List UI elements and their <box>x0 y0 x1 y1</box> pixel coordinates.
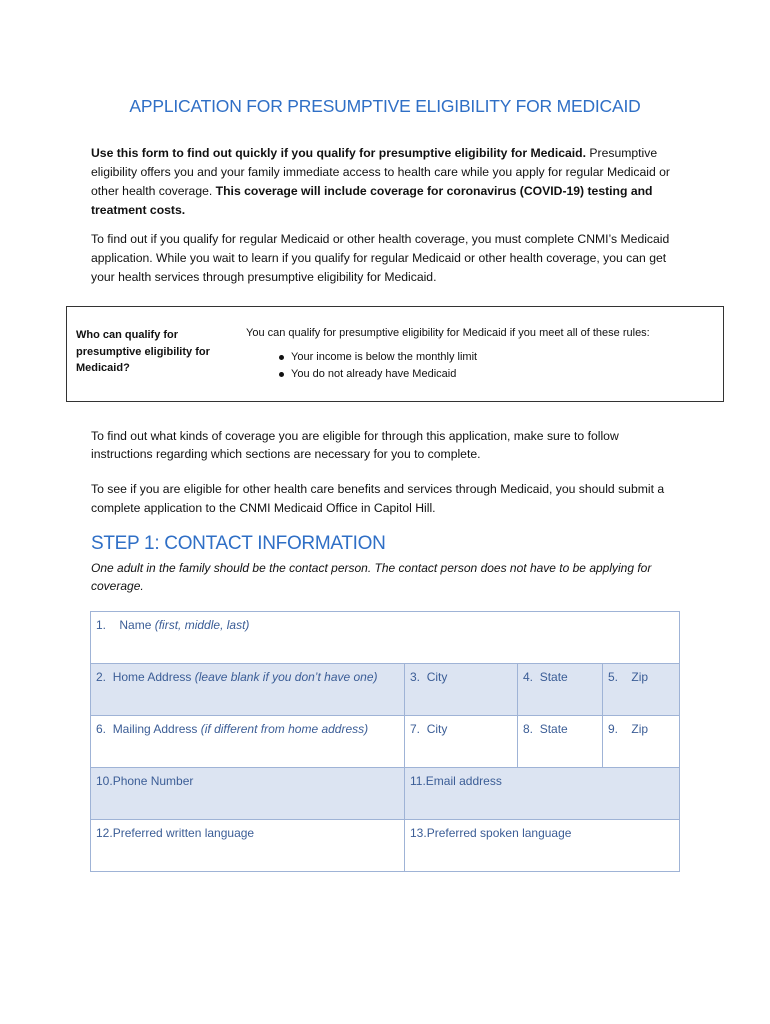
step1-heading: STEP 1: CONTACT INFORMATION <box>91 533 386 554</box>
zip-field-1[interactable]: 5. Zip <box>603 664 680 716</box>
city-label-2: City <box>426 722 448 736</box>
zip-field-2[interactable]: 9. Zip <box>603 716 680 768</box>
intro-paragraph <box>91 144 676 220</box>
city-label-1: City <box>426 670 448 684</box>
zip-label-2: Zip <box>631 722 649 736</box>
spoken-language-field[interactable]: 13.Preferred spoken language <box>405 820 680 872</box>
state-label-1: State <box>539 670 568 684</box>
phone-label: Phone Number <box>112 774 194 788</box>
zip-label-1: Zip <box>631 670 649 684</box>
written-language-label: Preferred written language <box>112 826 255 840</box>
state-field-1[interactable]: 4. State <box>518 664 603 716</box>
intro-bold-lead: Use this form to find out quickly if you qualify for presumptive eligibility for Medicaid. <box>91 146 586 160</box>
qualify-rule-income: Your income is below the monthly limit <box>291 349 716 366</box>
mailing-address-hint: (if different from home address) <box>200 722 369 736</box>
home-address-label: Home Address <box>112 670 192 684</box>
mailing-address-label: Mailing Address <box>112 722 198 736</box>
qualify-box <box>66 306 724 402</box>
name-field[interactable]: 1. Name (first, middle, last) <box>91 612 680 664</box>
qualify-question: Who can qualify for presumptive eligibility for Medicaid? <box>76 329 210 374</box>
name-label: Name <box>119 618 152 632</box>
coverage-instructions-paragraph: To find out what kinds of coverage you are eligible for through this application, make sure to follow instructions regarding which sections are necessary for you to complete. <box>91 429 619 461</box>
submit-application-paragraph: To see if you are eligible for other health care benefits and services through Medicaid, you should submit a complete application to the CNMI Medicaid Office in Capitol Hill. <box>91 482 665 515</box>
city-field-2[interactable]: 7. City <box>405 716 518 768</box>
intro-bold-covid: This coverage will include coverage for coronavirus (COVID-19) testing and treatment costs. <box>91 184 653 217</box>
qualify-rule-no-medicaid: You do not already have Medicaid <box>291 366 716 383</box>
state-field-2[interactable]: 8. State <box>518 716 603 768</box>
mailing-address-field[interactable]: 6. Mailing Address (if different from home address) <box>91 716 405 768</box>
name-hint: (first, middle, last) <box>154 618 250 632</box>
phone-field[interactable]: 10.Phone Number <box>91 768 405 820</box>
qualify-rules-list <box>246 349 716 383</box>
contact-info-table <box>90 611 680 872</box>
qualify-answer-text: You can qualify for presumptive eligibility for Medicaid if you meet all of these rules: <box>246 327 650 339</box>
spoken-language-label: Preferred spoken language <box>426 826 572 840</box>
home-address-field[interactable]: 2. Home Address (leave blank if you don’t have one) <box>91 664 405 716</box>
written-language-field[interactable]: 12.Preferred written language <box>91 820 405 872</box>
email-label: Email address <box>425 774 502 788</box>
home-address-hint: (leave blank if you don’t have one) <box>194 670 378 684</box>
intro-text: Presumptive eligibility offers you and your family immediate access to health care while you apply for regular Medicaid or other health coverage. <box>91 146 670 198</box>
city-field-1[interactable]: 3. City <box>405 664 518 716</box>
step1-subtitle: One adult in the family should be the contact person. The contact person does not have to be applying for coverage. <box>91 561 652 593</box>
email-field[interactable]: 11.Email address <box>405 768 680 820</box>
state-label-2: State <box>539 722 568 736</box>
qualify-answer <box>246 327 716 383</box>
page-title: APPLICATION FOR PRESUMPTIVE ELIGIBILITY FOR MEDICAID <box>129 96 641 116</box>
regular-medicaid-paragraph: To find out if you qualify for regular Medicaid or other health coverage, you must complete CNMI’s Medicaid application. While you wait to learn if you qualify for regular Medicaid or other health coverage, you can get your health services through presumptive eligibility for Medicaid. <box>91 232 670 284</box>
